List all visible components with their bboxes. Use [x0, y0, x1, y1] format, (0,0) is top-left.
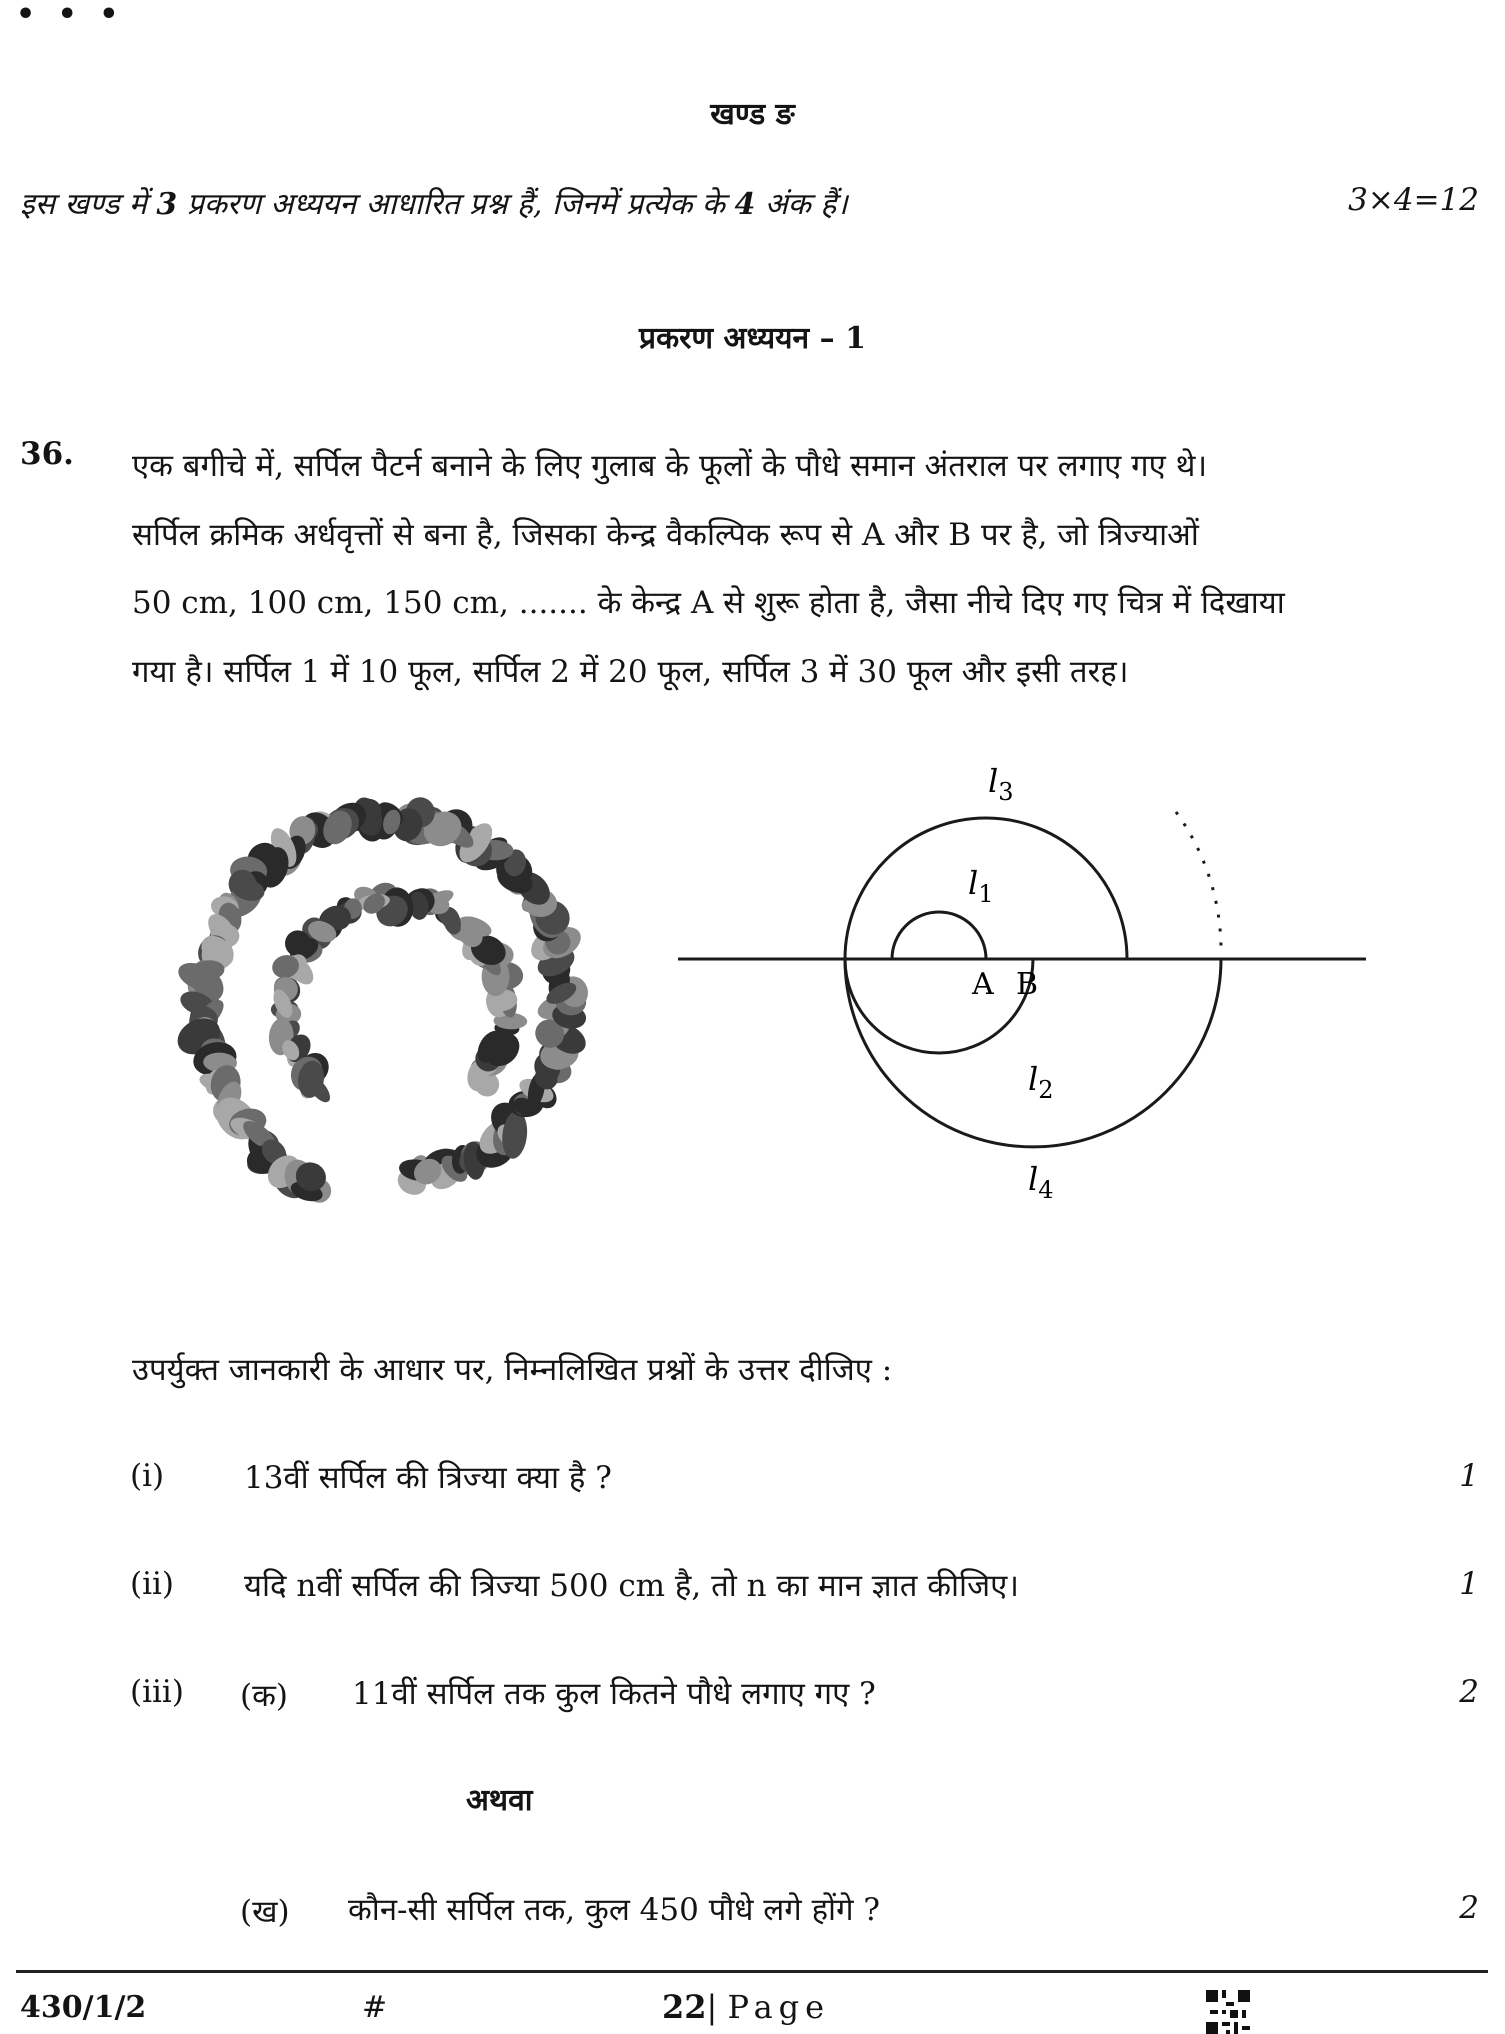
- section-marks-total: 3×4=12: [1348, 182, 1479, 218]
- case-study-line: एक बगीचे में, सर्पिल पैटर्न बनाने के लिए गुलाब के फूलों के पौधे समान अंतराल पर लगाए गए थे।: [132, 448, 1208, 484]
- section-title: खण्ड ङ: [710, 97, 795, 132]
- questions-lead: उपर्युक्त जानकारी के आधार पर, निम्नलिखित प्रश्नों के उत्तर दीजिए :: [132, 1352, 893, 1388]
- subquestion-text: कौन-सी सर्पिल तक, कुल 450 पौधे लगे होंगे ?: [348, 1892, 881, 1928]
- footer-hash: #: [362, 1990, 388, 2025]
- page-separator: |: [706, 1988, 718, 2026]
- label-a: A: [972, 967, 994, 1002]
- case-study-line: 50 cm, 100 cm, 150 cm, ....... के केन्द्र A से शुरू होता है, जैसा नीचे दिए गए चित्र में दिखाया: [132, 585, 1285, 621]
- case-study-line: गया है। सर्पिल 1 में 10 फूल, सर्पिल 2 में 20 फूल, सर्पिल 3 में 30 फूल और इसी तरह।: [132, 653, 1129, 690]
- spiral-arc-l1: [892, 912, 986, 959]
- page-indicator: [662, 1988, 830, 2026]
- footer-rule: [16, 1970, 1488, 1973]
- spiral-diagram: [676, 752, 1376, 1232]
- case-study-text: [132, 432, 1422, 706]
- label-l1: $l_1$: [968, 864, 994, 908]
- page-word: Page: [727, 1988, 831, 2026]
- subquestion-number: (i): [130, 1458, 165, 1494]
- subquestion-text: 11वीं सर्पिल तक कुल कितने पौधे लगाए गए ?: [352, 1676, 876, 1712]
- question-number: 36.: [20, 436, 74, 472]
- flower-spiral-illustration: [160, 780, 610, 1220]
- label-l4: $l_4$: [1028, 1160, 1054, 1204]
- subquestion-text: यदि nवीं सर्पिल की त्रिज्या 500 cm है, तो n का मान ज्ञात कीजिए।: [244, 1568, 1019, 1604]
- label-b: B: [1016, 967, 1039, 1002]
- header-dots: • • •: [16, 0, 125, 32]
- subquestion-marks: 1: [1459, 1566, 1479, 1602]
- subquestion-text: 13वीं सर्पिल की त्रिज्या क्या है ?: [244, 1460, 612, 1496]
- case-study-line: सर्पिल क्रमिक अर्धवृत्तों से बना है, जिसका केन्द्र वैकल्पिक रूप से A और B पर है, जो त्रिज्याओं: [132, 516, 1199, 553]
- page-number: 22: [662, 1988, 707, 2026]
- label-l3: $l_3$: [988, 762, 1014, 806]
- subquestion-marks: 2: [1459, 1890, 1479, 1926]
- subquestion-part: (ख): [240, 1894, 290, 1930]
- or-label: अथवा: [466, 1783, 533, 1818]
- case-study-title: प्रकरण अध्ययन – 1: [639, 321, 866, 356]
- spiral-arc-l2-curve: [845, 959, 1033, 1053]
- subquestion-part: (क): [240, 1678, 288, 1714]
- subquestion-marks: 2: [1459, 1674, 1479, 1710]
- subquestion-number: (ii): [130, 1566, 175, 1602]
- spiral-continuation-dotted: [1176, 812, 1221, 952]
- subquestion-number: (iii): [130, 1674, 184, 1710]
- qr-code-icon: [1206, 1990, 1250, 2034]
- label-l2: $l_2$: [1028, 1060, 1054, 1104]
- paper-code: 430/1/2: [20, 1990, 147, 2025]
- subquestion-marks: 1: [1459, 1458, 1479, 1494]
- section-instruction: इस खण्ड में 3 प्रकरण अध्ययन आधारित प्रश्न हैं, जिनमें प्रत्येक के 4 अंक हैं।: [20, 187, 848, 222]
